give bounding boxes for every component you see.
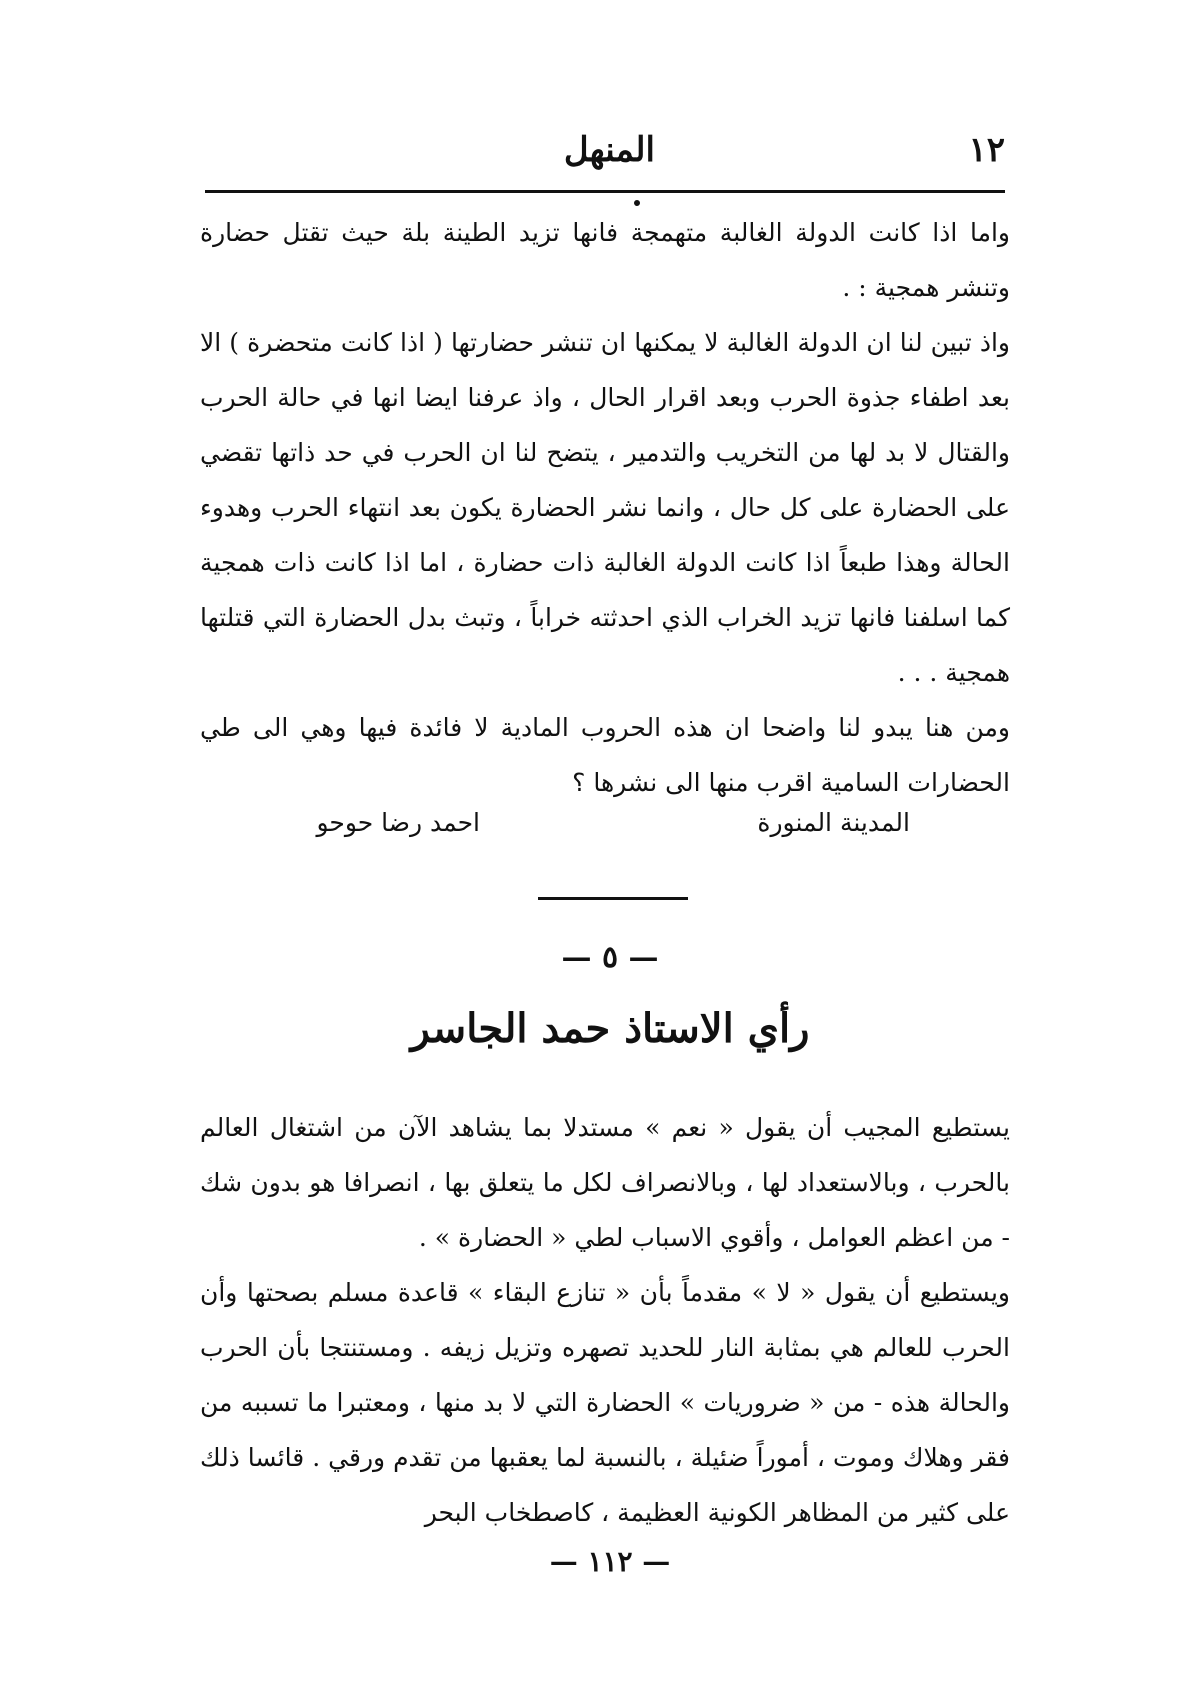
- section-title: رأي الاستاذ حمد الجاسر: [410, 1005, 810, 1052]
- page-header: [205, 120, 1005, 180]
- journal-name: المنهل: [563, 130, 655, 170]
- footer-page-number: — ١١٢ —: [549, 1545, 671, 1578]
- article-two-paragraph-1: يستطيع المجيب أن يقول « نعم » مستدلا بما يشاهد الآن من اشتغال العالم بالحرب ، وبالاستعداد لها ، وبالانصراف لكل ما يتعلق بها ، انصرافا هو بدون شك - من اعظم العوامل ، وأقوي الاسباب لطي « الحضارة » .: [200, 1113, 1010, 1252]
- signature-author: احمد رضا حوحو: [316, 808, 480, 837]
- section-number: — ٥ —: [561, 940, 659, 975]
- article-one-paragraph-1: واما اذا كانت الدولة الغالبة متهمجة فانها تزيد الطينة بلة حيث تقتل حضارة وتنشر همجية : .: [200, 218, 1010, 302]
- article-one-paragraph-3: ومن هنا يبدو لنا واضحا ان هذه الحروب المادية لا فائدة فيها وهي الى طي الحضارات السامية اقرب منها الى نشرها ؟: [200, 713, 1010, 797]
- article-one-paragraph-2: واذ تبين لنا ان الدولة الغالبة لا يمكنها ان تنشر حضارتها ( اذا كانت متحضرة ) الا بعد اطفاء جذوة الحرب وبعد اقرار الحال ، واذ عرفنا ايضا انها في حالة الحرب والقتال لا بد لها من التخريب والتدمير ، يتضح لنا ان الحرب في حد ذاتها تقضي على الحضارة على كل حال ، وانما نشر الحضارة يكون بعد انتهاء الحرب وهدوء الحالة وهذا طبعاً اذا كانت الدولة الغالبة ذات حضارة ، اما اذا كانت ذات همجية كما اسلفنا فانها تزيد الخراب الذي احدثته خراباً ، وتبث بدل الحضارة التي قتلتها همجية . . .: [200, 328, 1010, 687]
- header-page-number: ١٢: [968, 130, 1005, 170]
- signature-place: المدينة المنورة: [757, 808, 910, 837]
- header-rule: [205, 190, 1005, 193]
- section-separator: [538, 897, 688, 900]
- article-two-paragraph-2: ويستطيع أن يقول « لا » مقدماً بأن « تنازع البقاء » قاعدة مسلم بصحتها وأن الحرب للعالم هي بمثابة النار للحديد تصهره وتزيل زيفه . ومستنتجا بأن الحرب والحالة هذه - من « ضروريات » الحضارة التي لا بد منها ، ومعتبرا ما تسببه من فقر وهلاك وموت ، أموراً ضئيلة ، بالنسبة لما يعقبها من تقدم ورقي . قائسا ذلك على كثير من المظاهر الكونية العظيمة ، كاصطخاب البحر: [200, 1278, 1010, 1527]
- article-signature: [300, 808, 920, 858]
